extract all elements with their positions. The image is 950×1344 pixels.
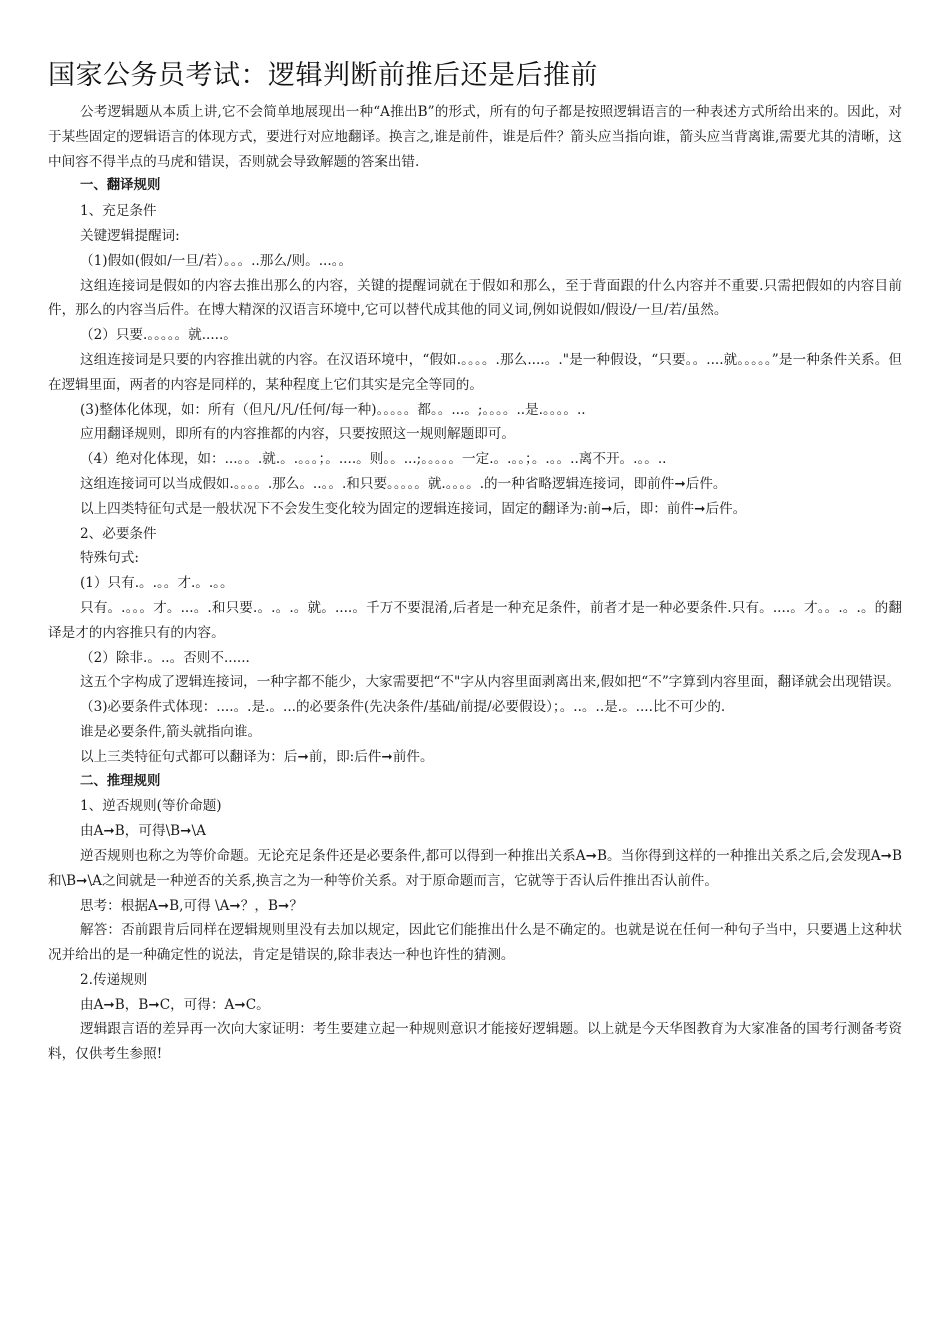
paragraph: 应用翻译规则，即所有的内容推都的内容，只要按照这一规则解题即可。 (80, 426, 515, 443)
paragraph: 以上三类特征句式都可以翻译为：后➞前，即:后件➞前件。 (80, 748, 434, 765)
paragraph: (3)整体化体现，如：所有（但凡/凡/任何/每一种)。。。。。都。。...。;。。。。..是.。。。。.. (80, 401, 586, 418)
paragraph: 以上四类特征句式是一般状况下不会发生变化较为固定的逻辑连接词，固定的翻译为:前➞后，即：前件➞后件。 (80, 500, 747, 517)
paragraph: 谁是必要条件,箭头就指向谁。 (80, 723, 262, 740)
section-heading: 一、翻译规则 (80, 178, 161, 194)
paragraph: 关键逻辑提醒词: (80, 227, 180, 244)
paragraph: 特殊句式: (80, 550, 139, 567)
paragraph: 逻辑跟言语的差异再一次向大家证明：考生要建立起一种规则意识才能接好逻辑题。以上就是今天华图教育为大家准备的国考行测备考资料，仅供考生参照! (48, 1021, 902, 1063)
paragraph: 这组连接词是只要的内容推出就的内容。在汉语环境中，“假如.。。。。.那么....。."是一种假设，“只要。。....就。。。。。”是一种条件关系。但在逻辑里面，两者的内容是同样的，某种程度上它们其实是完全等同的。 (48, 351, 902, 393)
paragraph: 由A➞B，B➞C，可得：A➞C。 (80, 996, 270, 1013)
paragraph: 这组连接词可以当成假如.。。。。.那么。..。。.和只要。。。。。就.。。。。.的一种省略逻辑连接词，即前件➞后件。 (80, 475, 727, 492)
paragraph: 这五个字构成了逻辑连接词，一种字都不能少，大家需要把“不"字从内容里面剥离出来,假如把“不”字算到内容里面，翻译就会出现错误。 (80, 674, 900, 691)
paragraph: （2）除非.。..。否则不...... (80, 649, 250, 666)
paragraph: （1)假如(假如/一旦/若）。。。..那么/则。...。。 (80, 252, 353, 269)
paragraph: （2）只要.。。。。。就.....。 (80, 327, 237, 344)
paragraph: （4）绝对化体现，如：...。。.就.。.。。。；。....。则。。...;。。。。。一定.。.。。；。.。。..离不开。.。。.. (80, 451, 667, 468)
paragraph: 2.传递规则 (80, 971, 148, 988)
paragraph: 这组连接词是假如的内容去推出那么的内容，关键的提醒词就在于假如和那么，至于背面跟的什么内容并不重要.只需把假如的内容目前件，那么的内容当后件。在博大精深的汉语言环境中,它可以替代成其他的同义词,例如说假如/假设/一旦/若/虽然。 (48, 277, 902, 319)
paragraph: 只有。.。。。才。...。.和只要.。.。.。就。....。千万不要混淆,后者是一种充足条件，前者才是一种必要条件.只有。....。才。。.。.。的翻译是才的内容推只有的内容。 (48, 599, 902, 641)
paragraph: 解答：否前跟肯后同样在逻辑规则里没有去加以规定，因此它们能推出什么是不确定的。也就是说在任何一种句子当中，只要遇上这种状况并给出的是一种确定性的说法，肯定是错误的,除非表达一种也许性的猜测。 (48, 922, 902, 964)
document-body (48, 100, 902, 1067)
paragraph: 2、必要条件 (80, 525, 157, 542)
paragraph: 1、充足条件 (80, 203, 157, 220)
paragraph: 由A➞B，可得\B➞\A (80, 823, 206, 840)
paragraph: 思考：根据A➞B,可得 \A➞？，B➞？ (80, 897, 303, 914)
paragraph: 1、逆否规则(等价命题) (80, 798, 222, 815)
paragraph: 逆否规则也称之为等价命题。无论充足条件还是必要条件,都可以得到一种推出关系A➞B。当你得到这样的一种推出关系之后,会发现A➞B和\B➞\A之间就是一种逆否的关系,换言之为一种等价关系。对于原命题而言，它就等于否认后件推出否认前件。 (48, 847, 902, 889)
section-heading: 二、推理规则 (80, 773, 161, 789)
paragraph: (1）只有.。.。。才.。.。。 (80, 575, 234, 592)
document-title: 国家公务员考试：逻辑判断前推后还是后推前 (48, 60, 598, 91)
paragraph: 公考逻辑题从本质上讲,它不会简单地展现出一种“A推出B”的形式，所有的句子都是按照逻辑语言的一种表述方式所给出来的。因此，对于某些固定的逻辑语言的体现方式，要进行对应地翻译。换言之,谁是前件，谁是后件？箭头应当指向谁，箭头应当背离谁,需要尤其的清晰，这中间容不得半点的马虎和错误，否则就会导致解题的答案出错. (48, 104, 902, 170)
paragraph: （3)必要条件式体现：....。.是.。...的必要条件(先决条件/基础/前提/必要假设）；。..。..是.。....比不可少的. (80, 699, 726, 716)
